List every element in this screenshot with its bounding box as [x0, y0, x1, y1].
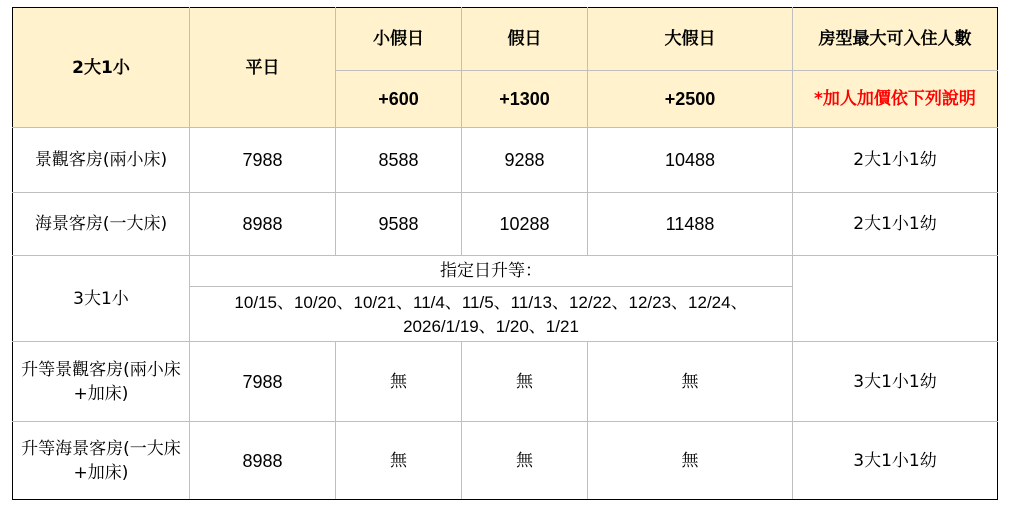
max-occupancy: 3大1小1幼: [793, 422, 998, 500]
weekday-price: 8988: [190, 422, 336, 500]
table-row: [13, 128, 998, 193]
small-holiday-surcharge: +600: [336, 71, 462, 128]
table-row: [13, 342, 998, 422]
max-occupancy: 2大1小1幼: [793, 193, 998, 256]
header-row-label: 2大1小: [13, 8, 190, 128]
room-name: 景觀客房(兩小床): [13, 128, 190, 193]
room-price-table: [12, 7, 998, 500]
big-holiday-price: 無: [588, 342, 793, 422]
weekday-price: 8988: [190, 193, 336, 256]
upgrade-dates: 10/15、10/20、10/21、11/4、11/5、11/13、12/22、12/23、12/24、2026/1/19、1/20、1/21: [234, 293, 748, 336]
big-holiday-price: 無: [588, 422, 793, 500]
room-name: 升等景觀客房(兩小床+加床): [13, 342, 190, 422]
section-label: 3大1小: [13, 256, 190, 342]
max-occupancy: 3大1小1幼: [793, 342, 998, 422]
max-occupancy: 2大1小1幼: [793, 128, 998, 193]
small-holiday-price: 9588: [336, 193, 462, 256]
holiday-price: 無: [462, 342, 588, 422]
upgrade-title: 指定日升等：: [190, 256, 792, 287]
holiday-surcharge: +1300: [462, 71, 588, 128]
header-big-holiday: 大假日: [588, 8, 793, 71]
holiday-price: 無: [462, 422, 588, 500]
weekday-price: 7988: [190, 342, 336, 422]
header-holiday: 假日: [462, 8, 588, 71]
table-row: [13, 422, 998, 500]
surcharge-note: *加人加價依下列說明: [793, 71, 998, 128]
header-weekday: 平日: [190, 8, 336, 128]
upgrade-info: [190, 256, 793, 342]
section-row: [13, 256, 998, 342]
holiday-price: 9288: [462, 128, 588, 193]
table-row: [13, 193, 998, 256]
big-holiday-price: 10488: [588, 128, 793, 193]
small-holiday-price: 無: [336, 422, 462, 500]
big-holiday-price: 11488: [588, 193, 793, 256]
header-max-occupancy: 房型最大可入住人數: [793, 8, 998, 71]
header-small-holiday: 小假日: [336, 8, 462, 71]
weekday-price: 7988: [190, 128, 336, 193]
big-holiday-surcharge: +2500: [588, 71, 793, 128]
section-empty-cell: [793, 256, 998, 342]
room-name: 海景客房(一大床): [13, 193, 190, 256]
room-name: 升等海景客房(一大床+加床): [13, 422, 190, 500]
small-holiday-price: 8588: [336, 128, 462, 193]
holiday-price: 10288: [462, 193, 588, 256]
small-holiday-price: 無: [336, 342, 462, 422]
